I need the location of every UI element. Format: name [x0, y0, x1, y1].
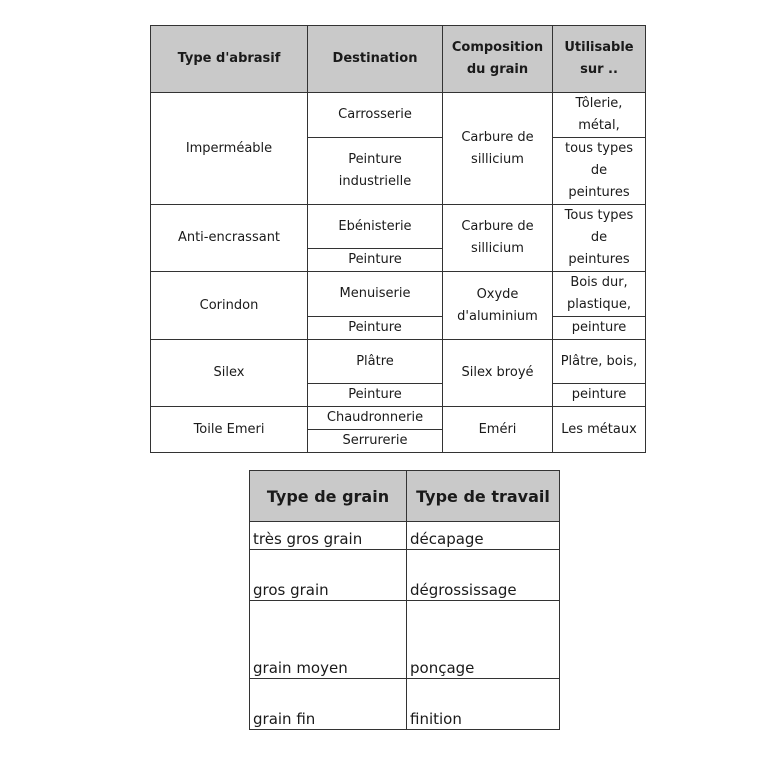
destination-cell: Chaudronnerie	[308, 407, 443, 430]
work-type-cell: finition	[407, 679, 560, 730]
usable-line: Bois dur,	[570, 275, 628, 290]
grain-type-cell: grain fin	[250, 679, 407, 730]
usable-line: plastique,	[567, 297, 631, 312]
destination-cell: Peinture	[308, 317, 443, 340]
header-grain-type: Type de grain	[250, 471, 407, 522]
header-usable-line-1: Utilisable	[564, 40, 634, 55]
usable-cell	[553, 138, 646, 205]
destination-cell: Carrosserie	[308, 93, 443, 138]
usable-line: de	[590, 163, 608, 178]
header-composition-line-2: du grain	[466, 62, 529, 77]
header-abrasive-type: Type d'abrasif	[151, 26, 308, 93]
usable-line: tous types	[564, 141, 633, 156]
composition-line: Carbure de	[461, 219, 534, 234]
header-destination: Destination	[308, 26, 443, 93]
header-usable-line-2: sur ..	[580, 62, 618, 77]
usable-cell	[553, 205, 646, 272]
destination-cell: Peinture	[308, 384, 443, 407]
table-row	[151, 93, 646, 138]
composition-line: sillicium	[471, 241, 524, 256]
table-row	[250, 601, 560, 679]
abrasives-header-row	[151, 26, 646, 93]
destination-cell: Menuiserie	[308, 272, 443, 317]
table-row	[151, 340, 646, 384]
table-row	[250, 550, 560, 601]
usable-line: peintures	[568, 185, 630, 200]
destination-line: industrielle	[338, 174, 412, 189]
header-usable-on	[553, 26, 646, 93]
usable-cell: peinture	[553, 317, 646, 340]
abrasive-type-cell: Corindon	[151, 272, 308, 340]
usable-cell	[553, 272, 646, 317]
table-row	[151, 272, 646, 317]
work-type-cell: ponçage	[407, 601, 560, 679]
usable-line: Tous types	[564, 208, 634, 223]
usable-cell	[553, 93, 646, 138]
destination-line: Peinture	[348, 152, 402, 167]
composition-cell	[443, 272, 553, 340]
table-row	[250, 522, 560, 550]
destination-cell	[308, 138, 443, 205]
table-row	[151, 407, 646, 430]
composition-line: d'aluminium	[457, 308, 538, 324]
header-work-type: Type de travail	[407, 471, 560, 522]
destination-cell: Ebénisterie	[308, 205, 443, 249]
grain-type-cell: très gros grain	[250, 522, 407, 550]
composition-cell	[443, 205, 553, 272]
usable-line: Tôlerie,	[575, 96, 623, 111]
abrasive-type-cell: Silex	[151, 340, 308, 407]
table-row	[250, 679, 560, 730]
usable-cell: Les métaux	[553, 407, 646, 453]
composition-line: Carbure de	[461, 129, 534, 145]
composition-cell	[443, 93, 553, 205]
destination-cell: Plâtre	[308, 340, 443, 384]
work-type-cell: décapage	[407, 522, 560, 550]
composition-cell: Silex broyé	[443, 340, 553, 407]
work-type-cell: dégrossissage	[407, 550, 560, 601]
abrasives-table	[150, 25, 646, 453]
grain-type-cell: grain moyen	[250, 601, 407, 679]
table-row	[151, 205, 646, 249]
destination-cell: Serrurerie	[308, 430, 443, 453]
grain-header-row	[250, 471, 560, 522]
composition-cell: Eméri	[443, 407, 553, 453]
usable-cell: peinture	[553, 384, 646, 407]
grain-table	[249, 470, 560, 730]
abrasive-type-cell: Toile Emeri	[151, 407, 308, 453]
composition-line: Oxyde	[476, 286, 519, 302]
destination-cell: Peinture	[308, 249, 443, 272]
grain-type-cell: gros grain	[250, 550, 407, 601]
header-composition-line-1: Composition	[451, 40, 544, 55]
usable-line: métal,	[578, 118, 620, 133]
usable-line: de	[590, 230, 608, 245]
header-grain-composition	[443, 26, 553, 93]
abrasive-type-cell: Imperméable	[151, 93, 308, 205]
usable-cell: Plâtre, bois,	[553, 340, 646, 384]
abrasive-type-cell: Anti-encrassant	[151, 205, 308, 272]
composition-line: sillicium	[471, 151, 524, 167]
usable-line: peintures	[568, 252, 630, 267]
